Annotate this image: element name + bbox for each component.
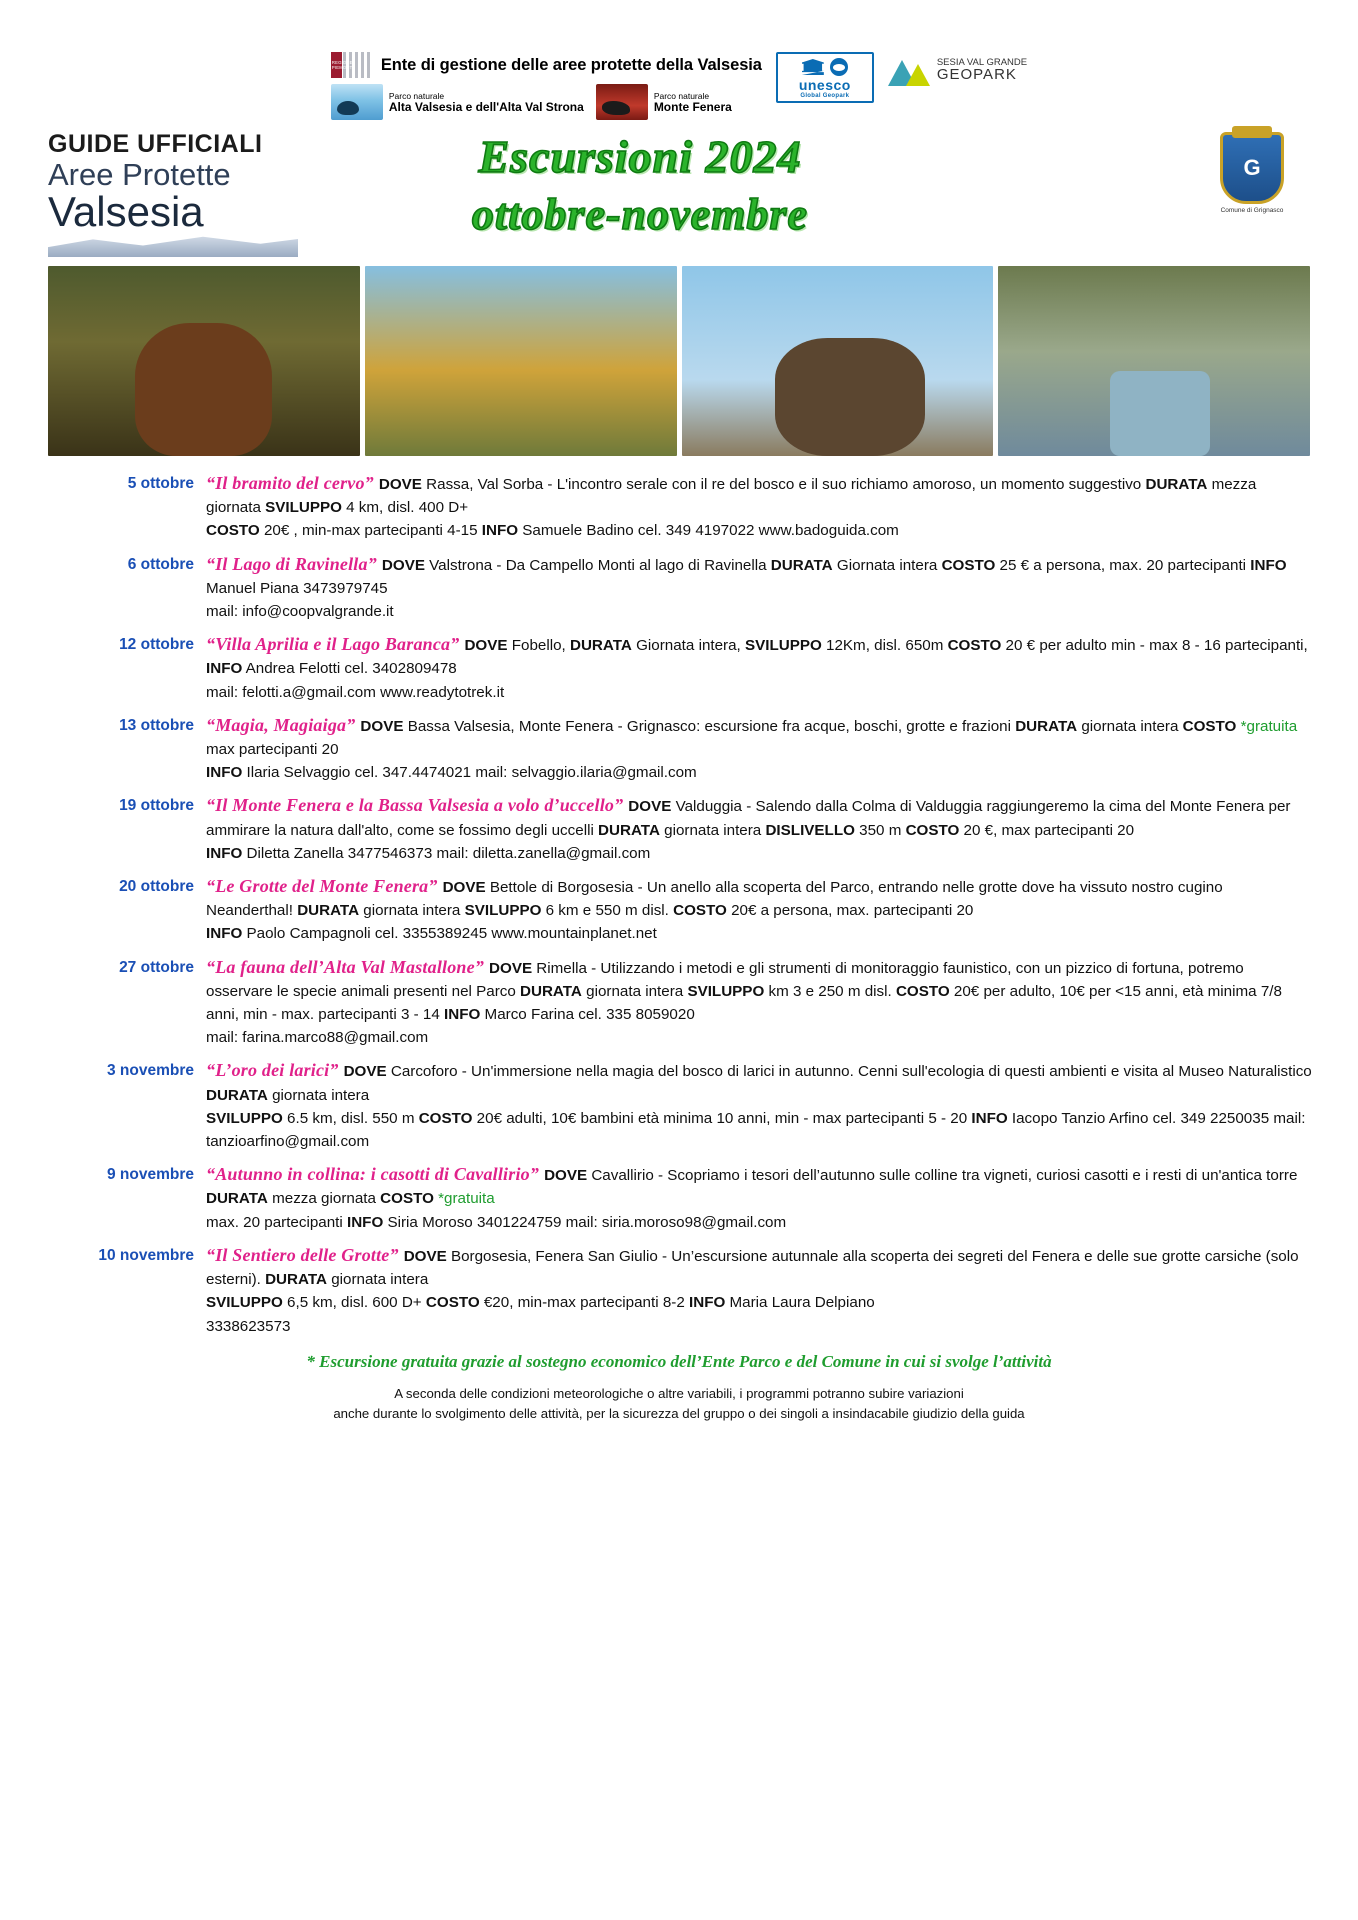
event-text: 6 km e 550 m disl. bbox=[541, 902, 674, 920]
event-free-tag: *gratuita bbox=[1236, 717, 1298, 735]
event-keyword: DISLIVELLO bbox=[765, 821, 855, 839]
guide-line3: Valsesia bbox=[48, 188, 204, 235]
event-keyword: COSTO bbox=[380, 1190, 434, 1208]
photo-gorge-river bbox=[998, 266, 1310, 456]
event-date: 13 ottobre bbox=[119, 716, 194, 734]
event-text: 20€ a persona, max. partecipanti 20 bbox=[726, 902, 974, 920]
event-text: 350 m bbox=[854, 821, 906, 839]
guide-ufficiali-logo bbox=[48, 130, 298, 257]
guide-line2: Aree Protette bbox=[48, 157, 231, 192]
photo-autumn-larches bbox=[365, 266, 677, 456]
event-keyword: DOVE bbox=[442, 879, 486, 897]
event-keyword: COSTO bbox=[947, 637, 1002, 655]
event-body bbox=[206, 1163, 1312, 1234]
event-keyword: SVILUPPO bbox=[206, 1109, 283, 1127]
event-text: 4 km, disl. 400 D+ bbox=[341, 499, 469, 517]
event-keyword: DURATA bbox=[520, 982, 582, 1000]
event-text: Iacopo Tanzio Arfino cel. 349 2250035 mail: tanzioarfino@gmail.com bbox=[206, 1109, 1306, 1151]
event-keyword: INFO bbox=[689, 1294, 726, 1312]
event-title: “Il bramito del cervo” bbox=[206, 473, 374, 493]
event-text: mail: farina.marco88@gmail.com bbox=[206, 1029, 429, 1047]
event-text: Manuel Piana 3473979745 bbox=[206, 579, 388, 597]
event-text: 20€ adulti, 10€ bambini età minima 10 anni, min - max partecipanti 5 - 20 bbox=[472, 1109, 972, 1127]
unesco-logo bbox=[776, 52, 874, 103]
event-text: giornata intera bbox=[326, 1271, 429, 1289]
event-text: 6,5 km, disl. 600 D+ bbox=[282, 1294, 426, 1312]
event-row bbox=[46, 1059, 1312, 1153]
title-line-1: Escursioni 2024 bbox=[478, 131, 802, 182]
event-keyword: COSTO bbox=[895, 982, 950, 1000]
event-body bbox=[206, 875, 1312, 946]
event-keyword: DOVE bbox=[343, 1063, 387, 1081]
event-date: 10 novembre bbox=[98, 1246, 194, 1264]
event-text: max partecipanti 20 bbox=[206, 741, 339, 759]
mountains-icon bbox=[888, 52, 930, 86]
event-keyword: INFO bbox=[444, 1006, 481, 1024]
event-text: mezza giornata bbox=[206, 476, 1257, 517]
event-date: 3 novembre bbox=[106, 1062, 194, 1080]
event-date: 9 novembre bbox=[106, 1166, 194, 1184]
event-row bbox=[46, 875, 1312, 946]
free-excursion-note: * Escursione gratuita grazie al sostegno economico dell’Ente Parco e del Comune in cui si svolge l’attività bbox=[306, 1351, 1052, 1371]
event-keyword: INFO bbox=[971, 1109, 1008, 1127]
event-body bbox=[206, 553, 1312, 624]
event-title: “Villa Aprilia e il Lago Baranca” bbox=[206, 634, 460, 655]
event-keyword: DOVE bbox=[381, 556, 425, 574]
event-text: km 3 e 250 m disl. bbox=[764, 982, 896, 1000]
disclaimer-line-2: anche durante lo svolgimento delle attività, per la sicurezza del gruppo o dei singoli a insindacabile giudizio della guida bbox=[333, 1405, 1025, 1421]
page-title bbox=[330, 128, 950, 244]
event-row bbox=[46, 472, 1312, 543]
ente-title-row bbox=[331, 52, 762, 78]
event-text: Borgosesia, Fenera San Giulio - Un’escursione autunnale alla scoperta dei segreti del Fenera e delle sue grotte carsiche (solo esterni). bbox=[206, 1247, 1299, 1289]
event-text: 20 € per adulto min - max 8 - 16 partecipanti, bbox=[1001, 637, 1308, 655]
event-keyword: COSTO bbox=[425, 1294, 480, 1312]
ente-block bbox=[331, 52, 762, 120]
event-keyword: INFO bbox=[346, 1213, 384, 1231]
guide-line1: GUIDE UFFICIALI bbox=[48, 130, 263, 158]
event-body bbox=[206, 794, 1312, 865]
park-line1: Parco naturale bbox=[388, 91, 445, 101]
event-row bbox=[46, 956, 1312, 1050]
event-keyword: COSTO bbox=[673, 902, 727, 920]
event-keyword: SVILUPPO bbox=[265, 499, 342, 517]
event-keyword: COSTO bbox=[418, 1109, 473, 1127]
park-label-alta-valsesia bbox=[389, 91, 584, 113]
event-keyword: DOVE bbox=[628, 798, 672, 816]
regione-logo-text: REGIONE PIEMONTE bbox=[331, 60, 356, 70]
event-text: Valduggia - Salendo dalla Colma di Valduggia raggiungeremo la cima del Monte Fenera per ammirare la natura dall'alto, come se fossimo degli uccelli bbox=[206, 798, 1291, 839]
event-text: giornata intera bbox=[1077, 717, 1183, 735]
park-line1: Parco naturale bbox=[653, 91, 710, 101]
unesco-subtitle: Global Geopark bbox=[800, 93, 850, 99]
event-keyword: COSTO bbox=[941, 556, 996, 574]
parks-row bbox=[331, 84, 732, 120]
event-date: 20 ottobre bbox=[119, 878, 194, 896]
event-body bbox=[206, 472, 1312, 543]
event-keyword: DOVE bbox=[378, 476, 422, 493]
park-badge-monte-fenera bbox=[596, 84, 732, 120]
geopark-label bbox=[937, 57, 1027, 81]
event-row bbox=[46, 1244, 1312, 1338]
event-keyword: INFO bbox=[206, 764, 243, 782]
event-text: Cavallirio - Scopriamo i tesori dell’autunno sulle colline tra vigneti, curiosi casotti e i resti di un'antica torre bbox=[587, 1167, 1298, 1185]
park-line2: Monte Fenera bbox=[653, 100, 732, 114]
event-row bbox=[46, 714, 1312, 785]
event-text: 20€ , min-max partecipanti 4-15 bbox=[259, 522, 482, 540]
event-text: 25 € a persona, max. 20 partecipanti bbox=[995, 556, 1251, 574]
event-text: Valstrona - Da Campello Monti al lago di Ravinella bbox=[424, 556, 771, 574]
event-title: “Il Monte Fenera e la Bassa Valsesia a volo d’uccello” bbox=[206, 795, 624, 816]
event-text: max. 20 partecipanti bbox=[206, 1213, 347, 1231]
park-photo-icon bbox=[596, 84, 648, 120]
shield-initial: G bbox=[1243, 155, 1261, 180]
event-text: 20€ per adulto, 10€ per <15 anni, età minima 7/8 anni, min - max. partecipanti 3 - 14 bbox=[206, 982, 1282, 1024]
event-keyword: DOVE bbox=[489, 959, 533, 977]
event-date: 5 ottobre bbox=[127, 475, 194, 492]
event-text: Marco Farina cel. 335 8059020 bbox=[480, 1006, 695, 1024]
event-keyword: DURATA bbox=[297, 902, 360, 920]
event-text: €20, min-max partecipanti 8-2 bbox=[479, 1294, 689, 1312]
event-text: giornata intera bbox=[267, 1086, 370, 1104]
event-text: Giornata intera bbox=[832, 556, 942, 574]
event-keyword: DURATA bbox=[206, 1190, 268, 1208]
event-body bbox=[206, 714, 1312, 785]
event-row bbox=[46, 553, 1312, 624]
event-keyword: INFO bbox=[206, 844, 243, 862]
park-line2: Alta Valsesia e dell'Alta Val Strona bbox=[388, 100, 584, 114]
event-text: Maria Laura Delpiano bbox=[725, 1294, 875, 1312]
event-text: Giornata intera, bbox=[631, 637, 745, 655]
event-title: “L’oro dei larici” bbox=[206, 1060, 339, 1081]
comune-caption: Comune di Grignasco bbox=[1220, 207, 1284, 214]
event-keyword: SVILUPPO bbox=[687, 982, 765, 1000]
photo-strip bbox=[0, 266, 1358, 456]
event-title: “Autunno in collina: i casotti di Cavallirio” bbox=[206, 1164, 540, 1185]
event-text: 6.5 km, disl. 550 m bbox=[282, 1109, 419, 1127]
event-date: 27 ottobre bbox=[119, 958, 194, 976]
event-text: Bassa Valsesia, Monte Fenera - Grignasco: escursione fra acque, boschi, grotte e frazioni bbox=[403, 717, 1016, 735]
events-list bbox=[0, 456, 1358, 1338]
event-title: “Le Grotte del Monte Fenera” bbox=[206, 876, 438, 897]
event-keyword: DURATA bbox=[1145, 476, 1208, 493]
title-band bbox=[0, 124, 1358, 264]
event-keyword: DURATA bbox=[770, 556, 833, 574]
event-text: Rassa, Val Sorba - L'incontro serale con il re del bosco e il suo richiamo amoroso, un momento suggestivo bbox=[421, 476, 1146, 493]
event-text: Samuele Badino cel. 349 4197022 www.badoguida.com bbox=[518, 522, 899, 540]
event-text: 3338623573 bbox=[206, 1317, 291, 1335]
event-text: giornata intera bbox=[581, 982, 688, 1000]
event-text: Bettole di Borgosesia - Un anello alla scoperta del Parco, entrando nelle grotte dove ha vissuto nostro cugino Neanderthal! bbox=[206, 879, 1223, 920]
event-keyword: INFO bbox=[206, 660, 243, 678]
temple-icon bbox=[802, 59, 824, 75]
event-keyword: DOVE bbox=[544, 1167, 588, 1185]
event-text: Rimella - Utilizzando i metodi e gli strumenti di monitoraggio faunistico, con un pizzico di fortuna, potremo osservare le specie animali presenti nel Parco bbox=[206, 959, 1244, 1000]
photo-red-deer bbox=[48, 266, 360, 456]
event-title: “Il Lago di Ravinella” bbox=[206, 553, 377, 574]
event-keyword: DURATA bbox=[265, 1271, 327, 1289]
park-label-monte-fenera bbox=[654, 91, 732, 113]
event-keyword: DOVE bbox=[403, 1247, 447, 1265]
shield-icon bbox=[1220, 132, 1284, 204]
event-keyword: DOVE bbox=[464, 637, 508, 655]
disclaimer bbox=[0, 1384, 1358, 1452]
event-keyword: INFO bbox=[481, 522, 519, 540]
disclaimer-line-1: A seconda delle condizioni meteorologiche o altre variabili, i programmi potranno subire variazioni bbox=[394, 1385, 964, 1401]
event-date: 12 ottobre bbox=[119, 636, 194, 654]
event-body bbox=[206, 1244, 1312, 1338]
event-text: Carcoforo - Un'immersione nella magia del bosco di larici in autunno. Cenni sull'ecologia di questi ambienti e visita al Museo Naturalistico bbox=[386, 1063, 1312, 1081]
event-text: giornata intera bbox=[359, 902, 465, 920]
event-text: Diletta Zanella 3477546373 mail: diletta.zanella@gmail.com bbox=[242, 844, 651, 862]
unesco-icons bbox=[802, 58, 848, 76]
event-keyword: INFO bbox=[206, 925, 243, 943]
event-text: mezza giornata bbox=[267, 1190, 381, 1208]
comune-grignasco-logo bbox=[1204, 132, 1300, 214]
ente-title: Ente di gestione delle aree protette della Valsesia bbox=[380, 55, 762, 74]
unesco-wordmark: unesco bbox=[798, 77, 851, 93]
event-text: Andrea Felotti cel. 3402809478 bbox=[242, 660, 457, 678]
event-keyword: DURATA bbox=[598, 821, 660, 839]
event-date: 19 ottobre bbox=[119, 797, 194, 815]
event-body bbox=[206, 1059, 1312, 1153]
event-date: 6 ottobre bbox=[127, 555, 194, 573]
mountain-swoosh-icon bbox=[48, 235, 298, 257]
event-keyword: SVILUPPO bbox=[206, 1294, 283, 1312]
event-body bbox=[206, 633, 1312, 704]
event-row bbox=[46, 794, 1312, 865]
event-text: mail: info@coopvalgrande.it bbox=[206, 603, 394, 621]
geopark-line2: GEOPARK bbox=[936, 66, 1017, 83]
header-logos bbox=[0, 0, 1358, 120]
event-title: “Il Sentiero delle Grotte” bbox=[206, 1244, 399, 1265]
event-keyword: INFO bbox=[1250, 556, 1287, 574]
event-keyword: DURATA bbox=[206, 1086, 268, 1104]
event-keyword: DURATA bbox=[1015, 717, 1078, 735]
regione-piemonte-logo bbox=[331, 52, 373, 78]
event-text: mail: felotti.a@gmail.com www.readytotrek.it bbox=[206, 683, 505, 701]
event-row bbox=[46, 633, 1312, 704]
event-keyword: COSTO bbox=[1182, 717, 1237, 735]
event-keyword: DURATA bbox=[570, 637, 632, 655]
geopark-logo bbox=[888, 52, 1027, 86]
event-title: “La fauna dell’Alta Val Mastallone” bbox=[206, 956, 485, 977]
park-badge-alta-valsesia bbox=[331, 84, 584, 120]
event-title: “Magia, Magiaiga” bbox=[206, 714, 356, 735]
event-text: Ilaria Selvaggio cel. 347.4474021 mail: selvaggio.ilaria@gmail.com bbox=[242, 764, 697, 782]
event-keyword: SVILUPPO bbox=[745, 637, 822, 655]
globe-icon bbox=[830, 58, 848, 76]
event-text: giornata intera bbox=[659, 821, 766, 839]
event-keyword: SVILUPPO bbox=[464, 902, 542, 920]
event-text: Fobello, bbox=[507, 637, 570, 655]
event-text: Paolo Campagnoli cel. 3355389245 www.mountainplanet.net bbox=[242, 925, 657, 943]
event-keyword: DOVE bbox=[360, 717, 404, 735]
event-body bbox=[206, 956, 1312, 1050]
event-free-tag: *gratuita bbox=[433, 1190, 495, 1208]
park-photo-icon bbox=[331, 84, 383, 120]
photo-ibex bbox=[682, 266, 994, 456]
geopark-line1: SESIA VAL GRANDE bbox=[936, 57, 1028, 68]
event-text: 20 €, max partecipanti 20 bbox=[959, 821, 1135, 839]
event-keyword: COSTO bbox=[206, 522, 260, 540]
event-text: 12Km, disl. 650m bbox=[821, 637, 948, 655]
event-text: Siria Moroso 3401224759 mail: siria.moroso98@gmail.com bbox=[383, 1213, 787, 1231]
event-keyword: COSTO bbox=[905, 821, 960, 839]
event-row bbox=[46, 1163, 1312, 1234]
title-line-2: ottobre-novembre bbox=[471, 190, 809, 239]
